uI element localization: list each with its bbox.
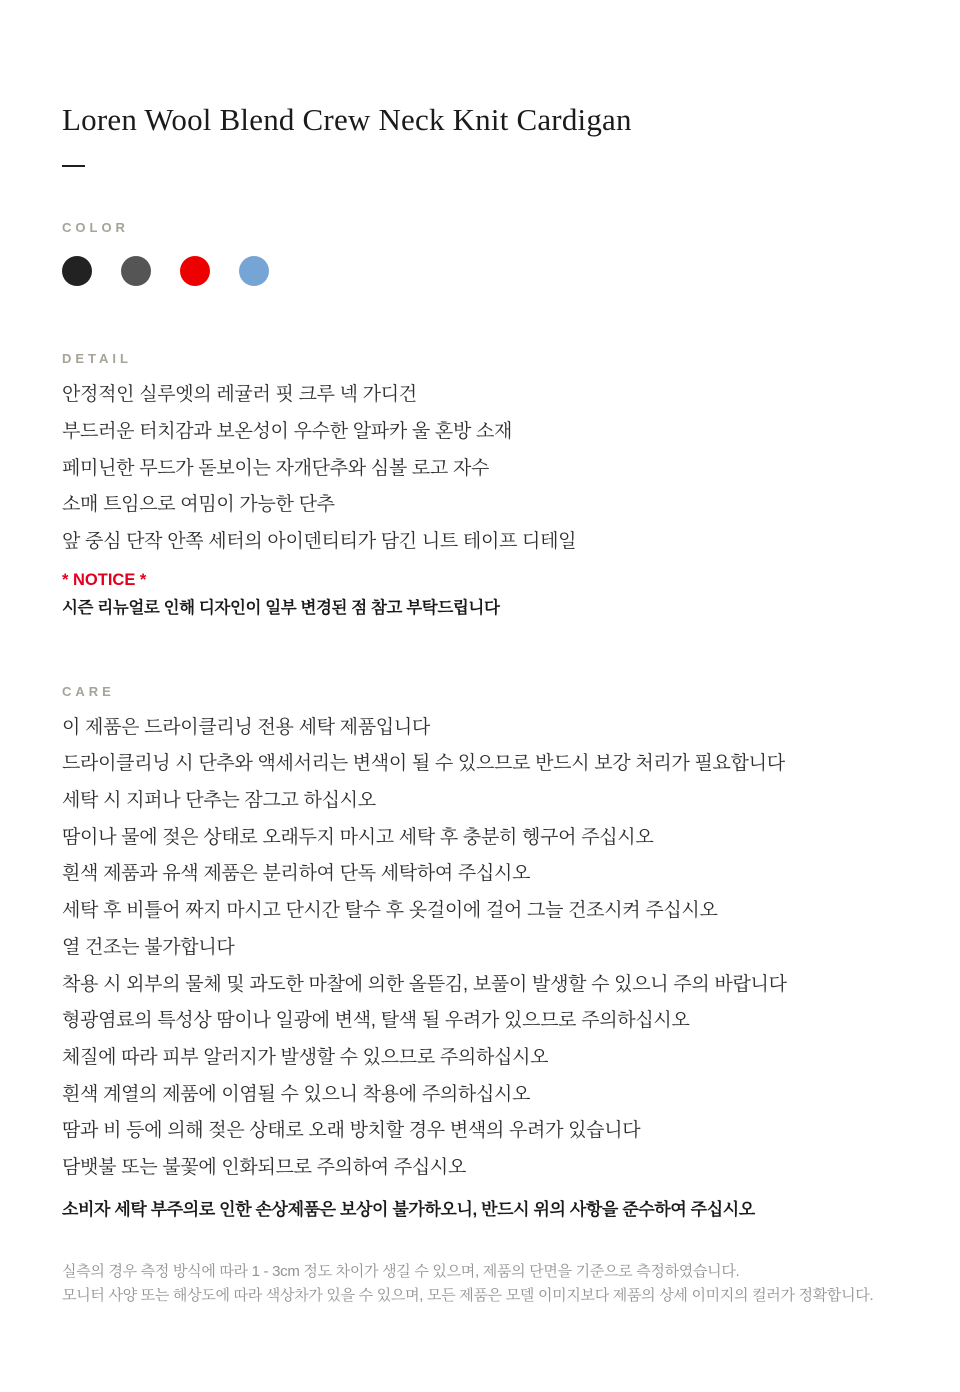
detail-section-label: DETAIL — [62, 351, 132, 367]
color-section-label: COLOR — [62, 220, 129, 236]
color-swatch-charcoal[interactable] — [121, 256, 151, 286]
care-line: 드라이클리닝 시 단추와 액세서리는 변색이 될 수 있으므로 반드시 보강 처리가 필요합니다 — [62, 753, 785, 775]
color-swatch-black[interactable] — [62, 256, 92, 286]
detail-line: 안정적인 실루엣의 레귤러 핏 크루 넥 가디건 — [62, 384, 417, 406]
notice-text: 시즌 리뉴얼로 인해 디자인이 일부 변경된 점 참고 부탁드립니다 — [62, 599, 500, 618]
care-line: 세탁 후 비틀어 짜지 마시고 단시간 탈수 후 옷걸이에 걸어 그늘 건조시켜 주십시오 — [62, 900, 718, 922]
detail-line: 소매 트임으로 여밈이 가능한 단추 — [62, 494, 335, 516]
care-line: 체질에 따라 피부 알러지가 발생할 수 있으므로 주의하십시오 — [62, 1046, 549, 1068]
color-swatch-row — [62, 256, 900, 286]
care-line: 땀과 비 등에 의해 젖은 상태로 오래 방치할 경우 변색의 우려가 있습니다 — [62, 1120, 641, 1142]
detail-line: 앞 중심 단작 안쪽 세터의 아이덴티티가 담긴 니트 테이프 디테일 — [62, 531, 577, 552]
footer-disclaimer-block — [62, 1260, 900, 1309]
color-swatch-red[interactable] — [180, 256, 210, 286]
care-line: 땀이나 물에 젖은 상태로 오래두지 마시고 세탁 후 충분히 헹구어 주십시오 — [62, 826, 654, 848]
care-warning-text: 소비자 세탁 부주의로 인한 손상제품은 보상이 불가하오니, 반드시 위의 사항을 준수하여 주십시오 — [62, 1199, 755, 1219]
care-line: 흰색 제품과 유색 제품은 분리하여 단독 세탁하여 주십시오 — [62, 863, 531, 885]
detail-text-block — [62, 377, 900, 561]
care-text-block — [62, 710, 900, 1187]
care-line: 착용 시 외부의 물체 및 과도한 마찰에 의한 올뜯김, 보풀이 발생할 수 있으니 주의 바랍니다 — [62, 973, 787, 995]
footer-disclaimer-line: 실측의 경우 측정 방식에 따라 1 - 3cm 정도 차이가 생길 수 있으며, 제품의 단면을 기준으로 측정하였습니다. — [62, 1262, 740, 1280]
care-line: 흰색 계열의 제품에 이염될 수 있으니 착용에 주의하십시오 — [62, 1083, 531, 1105]
page-title: Loren Wool Blend Crew Neck Knit Cardigan — [62, 102, 632, 137]
care-line: 이 제품은 드라이클리닝 전용 세탁 제품입니다 — [62, 716, 430, 738]
care-section-label: CARE — [62, 683, 115, 699]
notice-title: * NOTICE * — [62, 570, 147, 589]
detail-line: 부드러운 터치감과 보온성이 우수한 알파카 울 혼방 소재 — [62, 420, 513, 442]
detail-line: 페미닌한 무드가 돋보이는 자개단추와 심볼 로고 자수 — [62, 457, 490, 479]
title-divider-dash — [62, 165, 85, 167]
care-line: 열 건조는 불가합니다 — [62, 936, 235, 958]
care-line: 담뱃불 또는 불꽃에 인화되므로 주의하여 주십시오 — [62, 1157, 467, 1179]
care-line: 세탁 시 지퍼나 단추는 잠그고 하십시오 — [62, 789, 376, 811]
care-line: 형광염료의 특성상 땀이나 일광에 변색, 탈색 될 우려가 있으므로 주의하십시오 — [62, 1010, 690, 1032]
color-swatch-light-blue[interactable] — [239, 256, 269, 286]
footer-disclaimer-line: 모니터 사양 또는 해상도에 따라 색상차가 있을 수 있으며, 모든 제품은 모델 이미지보다 제품의 상세 이미지의 컬러가 정확합니다. — [62, 1287, 874, 1305]
